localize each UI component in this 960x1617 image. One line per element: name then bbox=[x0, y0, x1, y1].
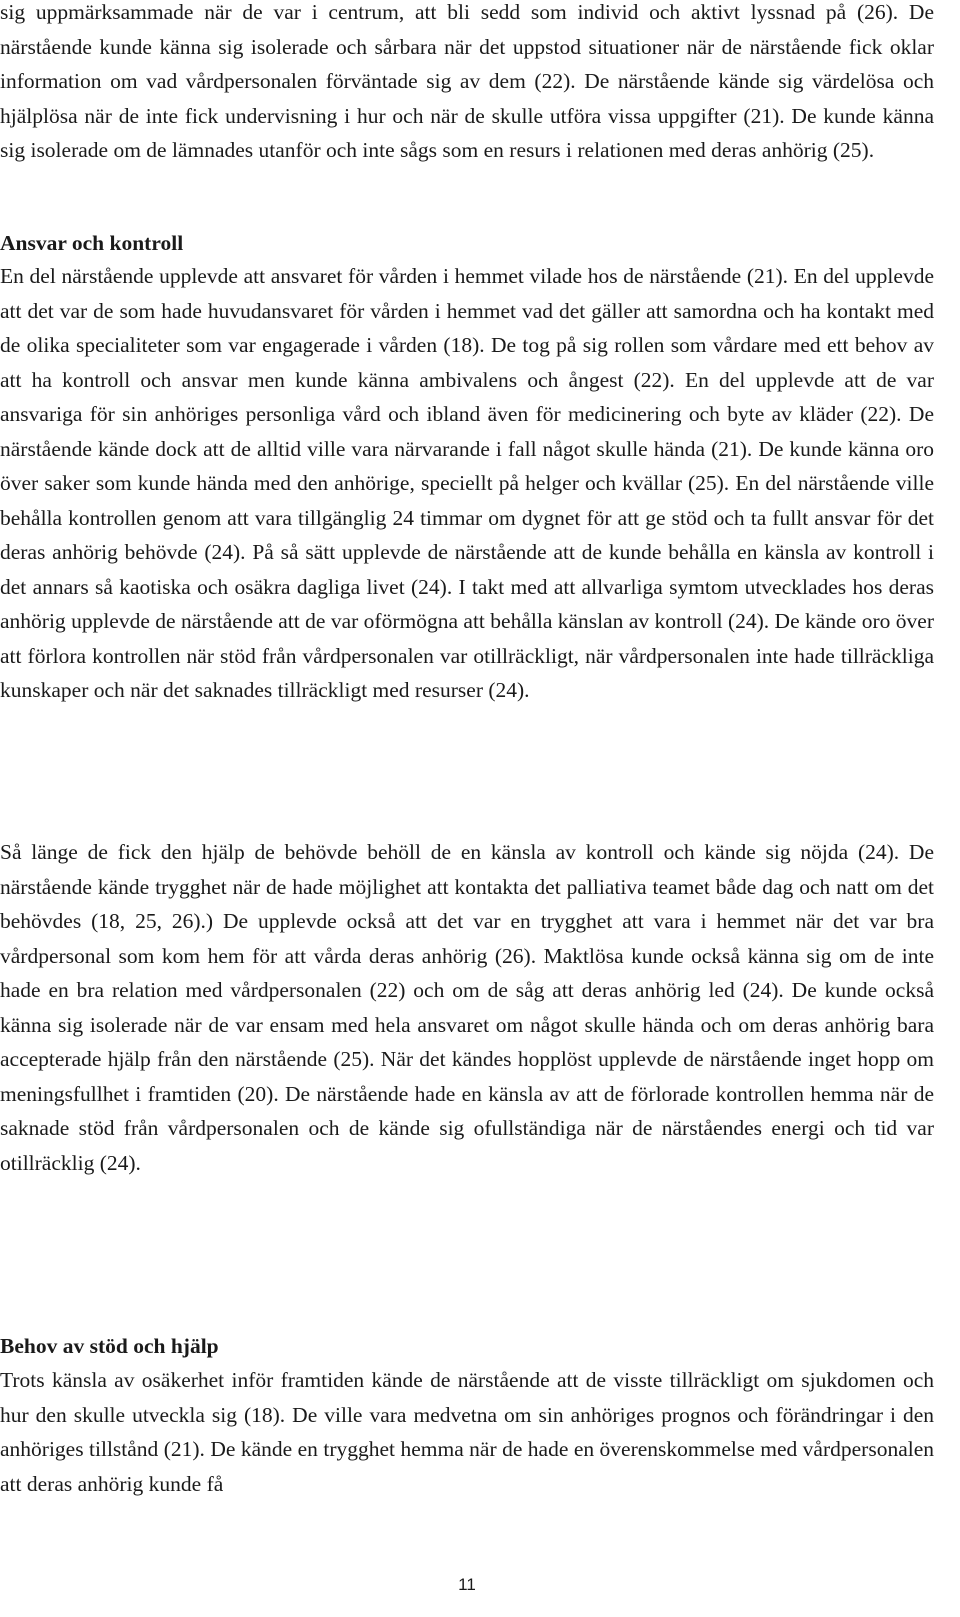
paragraph-sa-lange: Så länge de fick den hjälp de behövde behöll de en känsla av kontroll och kände sig nöjda (24). De närstående kände trygghet när de hade möjlighet att kontakta det palliativa teamet både dag och natt om det behövdes (18, 25, 26).) De upplevde också att det var en trygghet att vara i hemmet när det var bra vårdpersonal som kom hem för att vårda deras anhörig (26). Maktlösa kunde också känna sig om de inte hade en bra relation med vårdpersonalen (22) och om de såg att deras anhörig led (24). De kunde också känna sig isolerade när de var ensam med hela ansvaret om något skulle hända och om deras anhörig bara accepterade hjälp från den närstående (25). När det kändes hopplöst upplevde de närstående inget hopp om meningsfullhet i framtiden (20). De närstående hade en känsla av att de förlorade kontrollen hemma när de saknade stöd från vårdpersonalen och de kände sig ofullständiga när de närståendes energi och tid var otillräcklig (24). bbox=[0, 840, 934, 1175]
paragraph-ansvar: En del närstående upplevde att ansvaret för vården i hemmet vilade hos de närstående (21). En del upplevde att det var de som hade huvudansvaret för vården i hemmet vad det gäller att samordna och ha kontakt med de olika specialiteter som var engagerade i vården (18). De tog på sig rollen som vårdare med ett behov av att ha kontroll och ansvar men kunde känna ambivalens och ångest (22). En del upplevde att de var ansvariga för sin anhöriges personliga vård och ibland även för medicinering och byte av kläder (22). De närstående kände dock att de alltid ville vara närvarande i fall något skulle hända (21). De kunde känna oro över saker som kunde hända med den anhörige, speciellt på helger och kvällar (25). En del närstående ville behålla kontrollen genom att vara tillgänglig 24 timmar om dygnet för att ge stöd och ta fullt ansvar för det deras anhörig behövde (24). På så sätt upplevde de närstående att de kunde behålla en känsla av kontroll i det annars så kaotiska och osäkra dagliga livet (24). I takt med att allvarliga symtom utvecklades hos deras anhörig upplevde de närstående att de var oförmögna att behålla känslan av kontroll (24). De kände oro över att förlora kontrollen när stöd från vårdpersonalen var otillräckligt, när vårdpersonalen inte hade tillräckliga kunskaper och när det saknades tillräckligt med resurser (24). bbox=[0, 264, 934, 702]
paragraph-intro: sig uppmärksammade när de var i centrum, att bli sedd som individ och aktivt lyssnad på (26). De närstående kunde känna sig isolerade och sårbara när det uppstod situationer när de närstående fick oklar information om vad vårdpersonalen förväntade sig av dem (22). De närstående kände sig värdelösa och hjälplösa när de inte fick undervisning i hur och när de skulle utföra vissa uppgifter (21). De kunde känna sig isolerade om de lämnades utanför och inte sågs som en resurs i relationen med deras anhörig (25). bbox=[0, 0, 934, 162]
section-heading-ansvar-och-kontroll: Ansvar och kontroll bbox=[0, 231, 184, 255]
paragraph-behov: Trots känsla av osäkerhet inför framtiden kände de närstående att de visste tillräckligt om sjukdomen och hur den skulle utveckla sig (18). De ville vara medvetna om sin anhöriges prognos och förändringar i den anhöriges tillstånd (21). De kände en trygghet hemma när de hade en överenskommelse med vårdpersonalen att deras anhörig kunde få bbox=[0, 1368, 934, 1496]
section-heading-behov-av-stod: Behov av stöd och hjälp bbox=[0, 1334, 219, 1358]
page-number: 11 bbox=[458, 1575, 476, 1594]
